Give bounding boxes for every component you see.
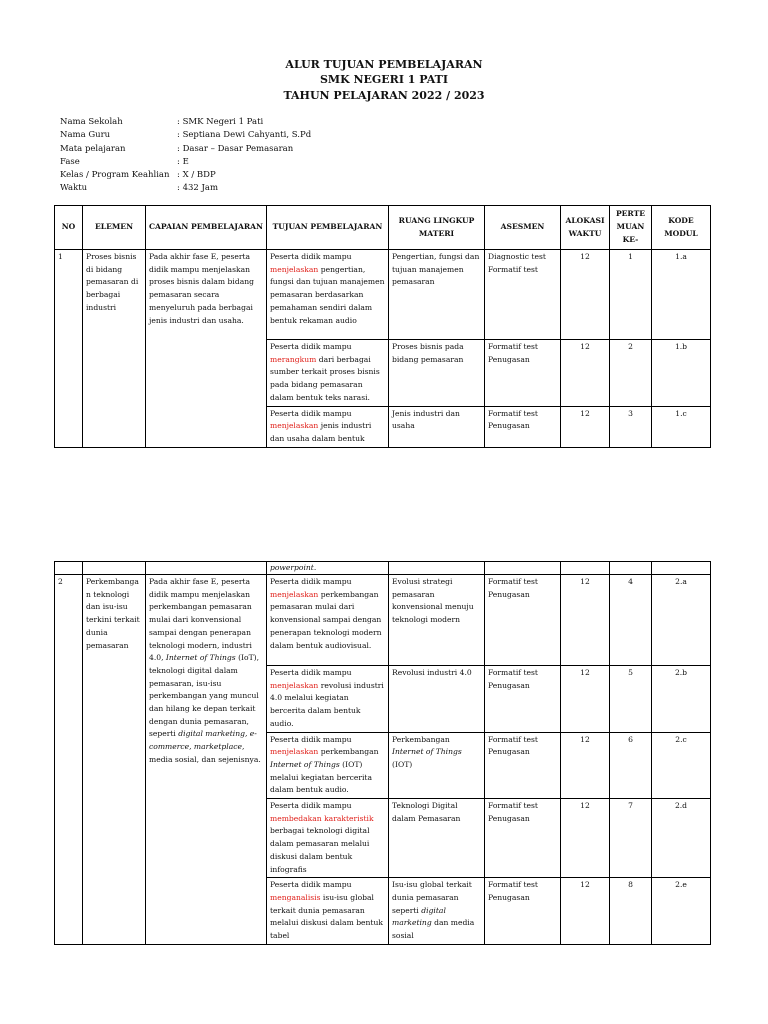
cell-ruang: Jenis industri dan usaha <box>389 406 485 447</box>
tujuan-text: pengertian, fungsi dan tujuan manajemen pemasaran berdasarkan pemahaman sendiri dalam bentuk rekaman audio <box>270 264 385 325</box>
cell-ruang: Proses bisnis pada bidang pemasaran <box>389 340 485 407</box>
info-row <box>60 143 311 156</box>
tujuan-text: dari berbagai sumber terkait proses bisnis pada bidang pemasaran dalam bentuk teks narasi. <box>270 354 380 402</box>
cell-no: 2 <box>55 575 83 945</box>
tujuan-text: isu-isu global terkait dunia pemasaran melalui diskusi dalam bentuk tabel <box>270 892 383 941</box>
tujuan-text: Peserta didik mampu <box>270 668 352 677</box>
info-value: : X / BDP <box>177 170 216 181</box>
cell-ruang <box>389 732 485 799</box>
cell-ruang: Revolusi industri 4.0 <box>389 666 485 733</box>
header-tujuan: TUJUAN PEMBELAJARAN <box>267 206 389 250</box>
cell-tujuan <box>267 575 389 666</box>
info-row <box>60 116 311 129</box>
cell-capaian <box>146 575 267 945</box>
info-label: Mata pelajaran <box>60 143 126 154</box>
cell-tujuan <box>267 799 389 878</box>
header-alokasi: ALOKASI WAKTU <box>561 206 610 250</box>
tujuan-text: Internet of Things <box>270 759 340 769</box>
tujuan-text: Peserta didik mampu <box>270 801 352 811</box>
cell-tujuan <box>267 666 389 733</box>
table-row <box>55 575 711 666</box>
ruang-text: (IOT) <box>392 759 413 769</box>
cell-pertemuan: 6 <box>610 732 652 799</box>
cell-kode: 2.b <box>652 666 711 733</box>
cell-ruang: Teknologi Digital dalam Pemasaran <box>389 799 485 878</box>
tujuan-text: berbagai teknologi digital dalam pemasaran melalui diskusi dalam bentuk infografis <box>270 826 370 874</box>
header-asesmen: ASESMEN <box>485 206 561 250</box>
cell-alokasi: 12 <box>561 732 610 799</box>
tujuan-verb: menganalisis <box>270 892 321 902</box>
cell-asesmen: Formatif test Penugasan <box>485 340 561 407</box>
cell-pertemuan: 7 <box>610 799 652 878</box>
table-header-row <box>55 206 711 250</box>
cell-alokasi: 12 <box>561 878 610 945</box>
cell-alokasi: 12 <box>561 666 610 733</box>
ruang-text: Isu-isu global terkait dunia pemasaran seperti <box>392 880 472 915</box>
cell-kode: 1.c <box>652 406 711 447</box>
tujuan-text: Peserta didik mampu <box>270 577 352 586</box>
cell-asesmen: Formatif test Penugasan <box>485 878 561 945</box>
info-label: Kelas / Program Keahlian <box>60 170 170 181</box>
tujuan-text: jenis industri dan usaha dalam bentuk <box>270 421 372 443</box>
cell-alokasi: 12 <box>561 799 610 878</box>
header-capaian: CAPAIAN PEMBELAJARAN <box>146 206 267 250</box>
tujuan-text: revolusi industri 4.0 melalui kegiatan bercerita dalam bentuk audio. <box>270 680 384 728</box>
tujuan-text: perkembangan <box>318 747 379 757</box>
info-row <box>60 156 311 169</box>
cell-kode: 2.a <box>652 575 711 666</box>
cell-pertemuan: 2 <box>610 340 652 407</box>
cell-asesmen: Formatif test Penugasan <box>485 732 561 799</box>
header-elemen: ELEMEN <box>83 206 146 250</box>
cell-alokasi: 12 <box>561 250 610 340</box>
cell-asesmen: Formatif test Penugasan <box>485 799 561 878</box>
header-pertemuan: PERTEMUAN KE- <box>610 206 652 250</box>
cell-pertemuan: 5 <box>610 666 652 733</box>
info-value: : Dasar – Dasar Pemasaran <box>177 143 294 154</box>
cell-kode: 1.b <box>652 340 711 407</box>
year-title: TAHUN PELAJARAN 2022 / 2023 <box>283 89 485 102</box>
continuation-text: powerpoint. <box>267 562 389 575</box>
header-ruang-lingkup: RUANG LINGKUP MATERI <box>389 206 485 250</box>
table-row <box>55 250 711 340</box>
cell-elemen: Proses bisnis di bidang pemasaran di berbagai industri <box>83 250 146 448</box>
cell-tujuan <box>267 878 389 945</box>
cell-asesmen: Diagnostic test Formatif test <box>485 250 561 340</box>
tujuan-text: Peserta didik mampu <box>270 734 352 744</box>
tujuan-verb: membedakan karakteristik <box>270 813 374 823</box>
tujuan-verb: menjelaskan <box>270 747 319 757</box>
capaian-text: (IoT), teknologi digital dalam pemasaran, isu-isu perkembangan yang muncul dan hilang ke depan terkait dengan dunia pemasaran, seperti <box>149 653 260 739</box>
cell-tujuan <box>267 406 389 447</box>
continuation-row <box>55 562 711 575</box>
tujuan-text: perkembangan pemasaran mulai dari konvensional sampai dengan penerapan teknologi modern dalam bentuk audiovisual. <box>270 589 382 650</box>
info-value: : SMK Negeri 1 Pati <box>177 117 264 127</box>
cell-kode: 1.a <box>652 250 711 340</box>
info-row <box>60 129 311 142</box>
atp-table-2 <box>54 561 711 945</box>
tujuan-text: (IOT) melalui kegiatan bercerita dalam bentuk audio. <box>270 759 372 795</box>
atp-table-1 <box>54 205 711 448</box>
info-value: : Septiana Dewi Cahyanti, S.Pd <box>177 130 312 141</box>
tujuan-verb: menjelaskan <box>270 264 319 274</box>
cell-ruang: Pengertian, fungsi dan tujuan manajemen pemasaran <box>389 250 485 340</box>
info-value: : E <box>177 156 189 167</box>
cell-pertemuan: 4 <box>610 575 652 666</box>
cell-capaian: Pada akhir fase E, peserta didik mampu menjelaskan proses bisnis dalam bidang pemasaran secara menyeluruh pada berbagai jenis industri dan usaha. <box>146 250 267 448</box>
header-no: NO <box>55 206 83 250</box>
cell-kode: 2.c <box>652 732 711 799</box>
cell-pertemuan: 1 <box>610 250 652 340</box>
tujuan-verb: menjelaskan <box>270 680 319 690</box>
header-kode: KODE MODUL <box>652 206 711 250</box>
cell-no: 1 <box>55 250 83 448</box>
info-row <box>60 182 311 195</box>
doc-title: ALUR TUJUAN PEMBELAJARAN <box>285 58 483 71</box>
cell-alokasi: 12 <box>561 340 610 407</box>
info-label: Fase <box>60 156 80 167</box>
ruang-text: Internet of Things <box>392 747 462 757</box>
cell-alokasi: 12 <box>561 406 610 447</box>
cell-asesmen: Formatif test Penugasan <box>485 406 561 447</box>
tujuan-verb: merangkum <box>270 354 317 364</box>
cell-kode: 2.d <box>652 799 711 878</box>
cell-kode: 2.e <box>652 878 711 945</box>
cell-tujuan <box>267 250 389 340</box>
info-label: Nama Sekolah <box>60 117 123 127</box>
cell-pertemuan: 8 <box>610 878 652 945</box>
school-title: SMK NEGERI 1 PATI <box>319 73 449 86</box>
tujuan-text: Peserta didik mampu <box>270 252 352 261</box>
cell-tujuan <box>267 732 389 799</box>
cell-tujuan <box>267 340 389 407</box>
cell-alokasi: 12 <box>561 575 610 666</box>
cell-asesmen: Formatif test Penugasan <box>485 666 561 733</box>
tujuan-text: Peserta didik mampu <box>270 342 352 351</box>
capaian-text: Pada akhir fase E, peserta didik mampu menjelaskan perkembangan pemasaran mulai dari konvensional sampai dengan penerapan teknologi modern, industri 4.0, <box>149 577 252 663</box>
tujuan-verb: menjelaskan <box>270 421 319 431</box>
ruang-text: Perkembangan <box>392 734 450 744</box>
cell-ruang: Evolusi strategi pemasaran konvensional menuju teknologi modern <box>389 575 485 666</box>
info-row <box>60 169 311 182</box>
capaian-text: , media sosial, dan sejenisnya. <box>149 742 261 764</box>
cell-elemen: Perkembangan teknologi dan isu-isu terkini terkait dunia pemasaran <box>83 575 146 945</box>
cell-ruang <box>389 878 485 945</box>
cell-pertemuan: 3 <box>610 406 652 447</box>
ruang-text: dan media sosial <box>392 918 475 941</box>
tujuan-text: Peserta didik mampu <box>270 880 352 890</box>
info-label: Waktu <box>60 183 88 194</box>
info-label: Nama Guru <box>60 130 111 141</box>
info-value: : 432 Jam <box>177 183 219 194</box>
ruang-text: digital marketing <box>392 905 446 928</box>
cell-asesmen: Formatif test Penugasan <box>485 575 561 666</box>
capaian-text: Internet of Things <box>165 653 236 663</box>
capaian-text: digital marketing, e-commerce, marketplace <box>149 729 257 752</box>
tujuan-verb: menjelaskan <box>270 589 319 599</box>
info-block <box>60 116 311 196</box>
tujuan-text: Peserta didik mampu <box>270 408 352 418</box>
